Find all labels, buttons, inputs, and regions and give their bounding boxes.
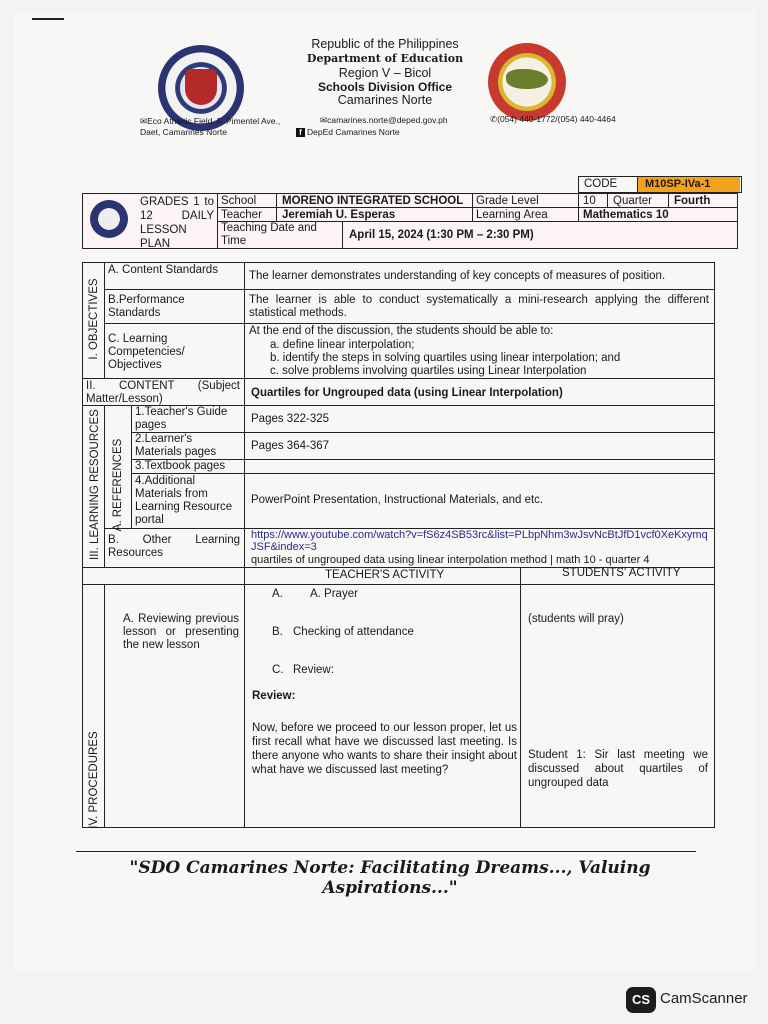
prayer-item: A. Prayer xyxy=(310,588,358,600)
teacher-label: Teacher xyxy=(221,209,262,221)
address-line-2: Daet, Camarines Norte xyxy=(140,127,227,137)
attendance-item: Checking of attendance xyxy=(293,626,414,638)
tg-label: 1.Teacher's Guide pages xyxy=(135,406,228,431)
camscanner-icon: CS xyxy=(626,987,656,1013)
am-value: PowerPoint Presentation, Instructional Materials, and etc. xyxy=(251,494,544,506)
performance-label: B.Performance Standards xyxy=(108,294,185,319)
facebook-icon: f xyxy=(296,128,305,137)
other-link[interactable]: https://www.youtube.com/watch?v=fS6z4SB53rc&list=PLbpNhm3wJsvNcBtJfD1vcf0XeKxymqJSF&index=3 xyxy=(251,529,708,553)
references-label: A. REFERENCES xyxy=(112,438,124,532)
content-value: Quartiles for Ungrouped data (using Linear Interpolation) xyxy=(251,387,563,399)
quarter-label: Quarter xyxy=(613,195,652,207)
scan-mark xyxy=(32,18,64,20)
content-standards-label: A. Content Standards xyxy=(108,264,218,276)
email: ✉camarines.norte@deped.gov.ph xyxy=(320,115,448,125)
content-label: II. CONTENT (Subject Matter/Lesson) xyxy=(86,380,240,405)
footer-divider xyxy=(76,851,696,852)
student-pray: (students will pray) xyxy=(528,613,624,625)
objectives-section: I. OBJECTIVES xyxy=(88,278,100,360)
grade-level-value: 10 xyxy=(583,195,596,207)
header-department: Department of Education xyxy=(306,52,464,65)
lm-value: Pages 364-367 xyxy=(251,440,330,452)
school-label: School xyxy=(221,195,257,207)
email-icon: ✉ xyxy=(320,115,328,125)
content-standards-value: The learner demonstrates understanding of key concepts of measures of position. xyxy=(249,270,666,282)
address-line-1: ✉Eco Athletic Field, F. Pimentel Ave., xyxy=(140,116,281,126)
phone-icon: ✆ xyxy=(490,114,498,124)
part-a-label: A. Reviewing previous lesson or presenting the new lesson xyxy=(123,613,239,651)
phone: ✆(054) 440-1772/(054) 440-4464 xyxy=(490,114,616,124)
header-region: Region V – Bicol xyxy=(338,66,432,80)
student-activity-header: STUDENTS' ACTIVITY xyxy=(562,567,681,579)
learning-area-value: Mathematics 10 xyxy=(583,209,669,221)
competencies-intro: At the end of the discussion, the students should be able to: xyxy=(249,325,554,337)
date-value: April 15, 2024 (1:30 PM – 2:30 PM) xyxy=(349,229,534,241)
grade-level-label: Grade Level xyxy=(476,195,539,207)
code-value: M10SP-IVa-1 xyxy=(645,178,711,190)
learning-area-label: Learning Area xyxy=(476,209,548,221)
code-label: CODE xyxy=(584,178,618,190)
tagline: "SDO Camarines Norte: Facilitating Dreams..., Valuing Aspirations..." xyxy=(129,858,651,898)
competencies-label: C. Learning Competencies/ Objectives xyxy=(108,333,185,371)
lm-label: 2.Learner's Materials pages xyxy=(135,433,217,458)
camscanner-label: CamScanner xyxy=(660,990,748,1007)
quarter-value: Fourth xyxy=(674,195,711,207)
am-label: 4.Additional Materials from Learning Resource portal xyxy=(135,475,233,526)
competency-item-a: a. define linear interpolation; xyxy=(270,339,415,351)
other-label: B. Other Learning Resources xyxy=(108,534,240,559)
performance-value: The learner is able to conduct systematically a mini-research applying the different statistical methods. xyxy=(249,294,709,319)
competency-item-c: c. solve problems involving quartiles using Linear Interpolation xyxy=(270,365,587,377)
facebook: f DepEd Camarines Norte xyxy=(296,127,400,137)
other-title: quartiles of ungrouped data using linear interpolation method | math 10 - quarter 4 xyxy=(251,554,650,566)
teacher-activity-header: TEACHER'S ACTIVITY xyxy=(325,569,445,581)
review-item: Review: xyxy=(293,664,334,676)
tb-label: 3.Textbook pages xyxy=(135,460,226,472)
header-division: Camarines Norte xyxy=(337,93,433,107)
review-heading: Review: xyxy=(252,690,296,702)
resources-section: III. LEARNING RESOURCES xyxy=(89,409,101,560)
location-icon: ✉ xyxy=(140,116,148,126)
competency-item-b: b. identify the steps in solving quartiles using linear interpolation; and xyxy=(270,352,621,364)
review-letter: C. xyxy=(272,664,284,676)
header-office: Schools Division Office xyxy=(317,80,453,94)
school-value: MORENO INTEGRATED SCHOOL xyxy=(282,195,464,207)
procedures-section: IV. PROCEDURES xyxy=(88,731,100,829)
grades-title: GRADES 1 to 12 DAILY LESSON PLAN xyxy=(140,196,214,250)
date-label: Teaching Date and Time xyxy=(221,222,317,247)
review-text: Now, before we proceed to our lesson proper, let us first recall what have we discussed last meeting. Is there anyone who wants to share their insight about what have we discussed last meeting? xyxy=(252,722,517,776)
header-republic: Republic of the Philippines xyxy=(311,37,459,51)
attendance-letter: B. xyxy=(272,626,283,638)
deped-mini-seal-icon xyxy=(90,200,128,238)
student-1-answer: Student 1: Sir last meeting we discussed about quartiles of ungrouped data xyxy=(528,749,708,789)
prayer-letter: A. xyxy=(272,588,283,600)
tg-value: Pages 322-325 xyxy=(251,413,330,425)
teacher-value: Jeremiah U. Esperas xyxy=(282,209,396,221)
